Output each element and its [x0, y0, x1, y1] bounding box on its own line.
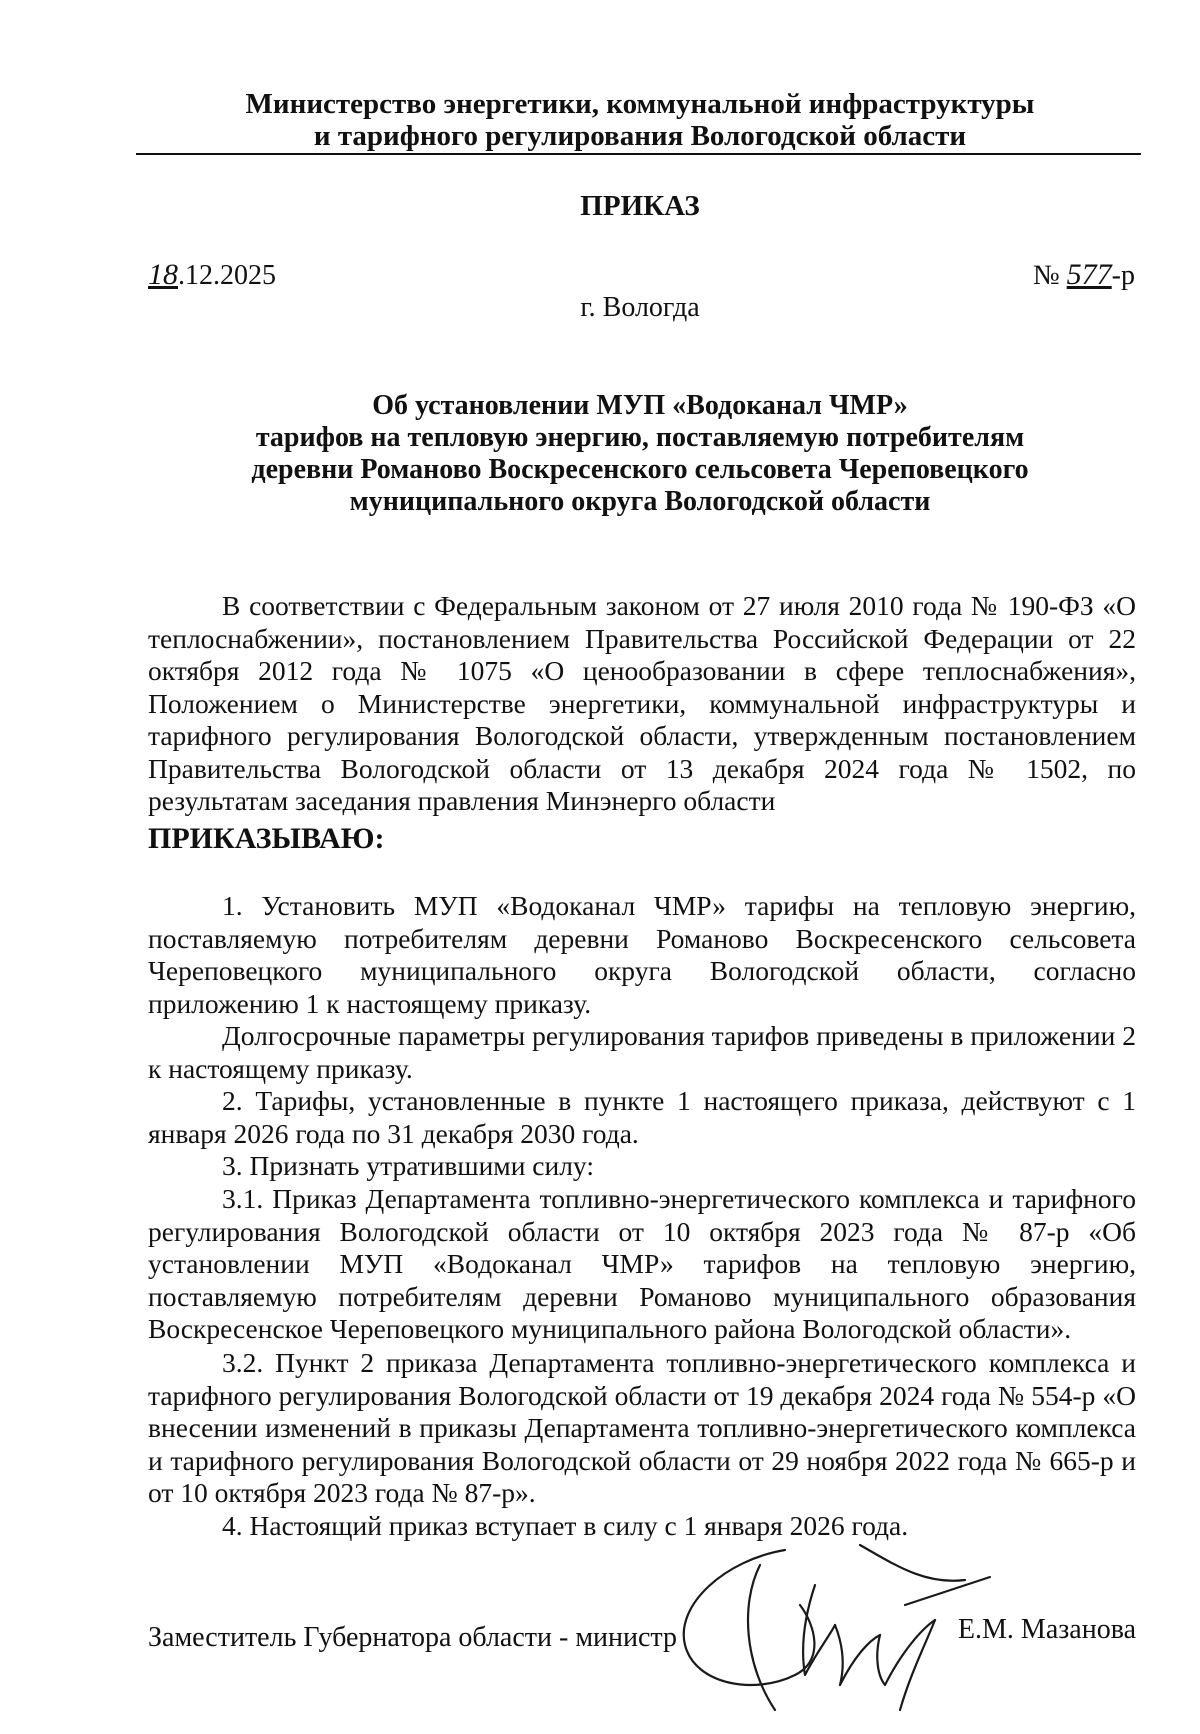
subject-line4: муниципального округа Вологодской области: [349, 486, 931, 517]
subject-line3: деревни Романово Воскресенского сельсовета Череповецкого: [251, 454, 1029, 485]
item-1-paragraph: 1. Установить МУП «Водоканал ЧМР» тарифы на тепловую энергию, поставляемую потребителям деревни Романово Воскресенского сельсовета Череповецкого муниципального округа Вологодской области, согласно приложению 1 к настоящему приказу.: [148, 890, 1136, 1019]
preamble-paragraph: В соответствии с Федеральным законом от 27 июля 2010 года № 190-ФЗ «О теплоснабжении», постановлением Правительства Российской Федерации от 22 октября 2012 года № 1075 «О ценообразовании в сфере теплоснабжения», Положением о Министерстве энергетики, коммунальной инфраструктуры и тарифного регулирования Вологодской области, утвержденным постановлением Правительства Вологодской области от 13 декабря 2024 года № 1502, по результатам заседания правления Минэнерго области: [148, 590, 1136, 816]
item-1-long-term-paragraph: Долгосрочные параметры регулирования тарифов приведены в приложении 2 к настоящему приказу.: [148, 1020, 1136, 1084]
signer-role: Заместитель Губернатора области - министр: [148, 1622, 677, 1653]
document-number: [1033, 258, 1135, 292]
item-2-paragraph: 2. Тарифы, установленные в пункте 1 настоящего приказа, действуют с 1 января 2026 года по 31 декабря 2030 года.: [148, 1085, 1136, 1149]
item-3-1-paragraph: 3.1. Приказ Департамента топливно-энергетического комплекса и тарифного регулирования Вологодской области от 10 октября 2023 года № 87-р «Об установлении МУП «Водоканал ЧМР» тарифов на тепловую энергию, поставляемую потребителям деревни Романово муниципального образования Воскресенское Череповецкого муниципального района Вологодской области».: [148, 1183, 1136, 1344]
item-3-2-paragraph: 3.2. Пункт 2 приказа Департамента топливно-энергетического комплекса и тарифного регулирования Вологодской области от 19 декабря 2024 года № 554-р «О внесении изменений в приказы Департамента топливно-энергетического комплекса и тарифного регулирования Вологодской области от 29 ноября 2022 года № 665-р и от 10 октября 2023 года № 87-р».: [148, 1347, 1136, 1508]
document-type-title: ПРИКАЗ: [580, 190, 700, 222]
document-city: г. Вологда: [580, 292, 700, 323]
number-suffix: -р: [1111, 260, 1135, 291]
ministry-name-line1: Министерство энергетики, коммунальной инфраструктуры: [245, 88, 1035, 120]
date-day-handwritten: 18: [148, 258, 178, 291]
number-handwritten: 577: [1066, 258, 1112, 291]
number-prefix: №: [1032, 260, 1067, 291]
order-word: ПРИКАЗЫВАЮ:: [148, 822, 385, 855]
subject-line1: Об установлении МУП «Водоканал ЧМР»: [372, 390, 908, 421]
ministry-name-line2: и тарифного регулирования Вологодской области: [313, 120, 967, 152]
document-date: [148, 258, 276, 292]
date-month-year: .12.2025: [178, 260, 276, 291]
item-4-paragraph: 4. Настоящий приказ вступает в силу с 1 января 2026 года.: [222, 1510, 909, 1541]
item-3-paragraph: 3. Признать утратившими силу:: [222, 1150, 594, 1181]
subject-line2: тарифов на тепловую энергию, поставляемую потребителям: [255, 422, 1025, 453]
header-divider: [136, 153, 1141, 155]
signer-name: Е.М. Мазанова: [957, 1614, 1136, 1645]
handwritten-signature: [665, 1525, 995, 1725]
